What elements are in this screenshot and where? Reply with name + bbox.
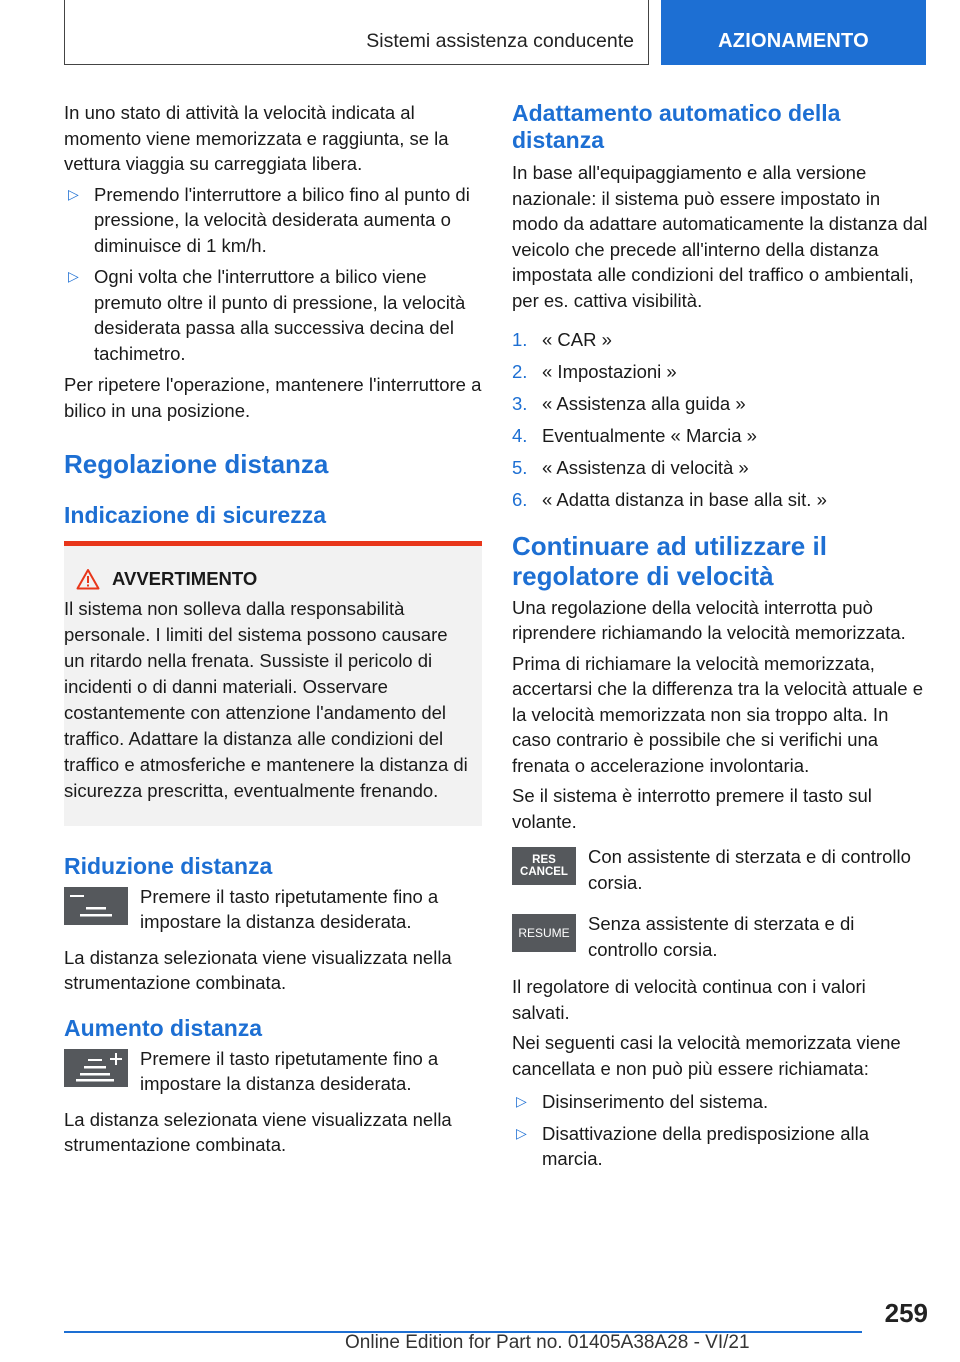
page-header (64, 0, 926, 65)
bullet-text: Disattivazione della predisposizione alla marcia. (542, 1122, 870, 1169)
warning-triangle-icon (74, 568, 102, 590)
heading-indicazione-sicurezza: Indicazione di sicurezza (64, 502, 327, 528)
repeat-paragraph: Per ripetere l'operazione, mantenere l'interruttore a bilico in una posizione. (64, 374, 482, 421)
continuare-paragraph-2: Prima di richiamare la velocità memorizzata, accertarsi che la differenza tra la velocità attuale e la velocità memorizzata non sia troppo alta. In caso contrario è possibile che si verifichi una frenata o accelerazione involontaria. (512, 652, 923, 776)
bullet-item (512, 1089, 928, 1115)
header-section-title: Sistemi assistenza conducente (366, 30, 634, 52)
intro-paragraph: In uno stato di attività la velocità indicata al momento viene memorizzata e raggiunta, se la vettura viaggia su carreggiata libera. (64, 102, 449, 174)
step-number: 5. (512, 457, 528, 478)
header-chapter-title: AZIONAMENTO (718, 30, 869, 52)
step-text: « CAR » (542, 329, 612, 350)
left-column (64, 100, 482, 1163)
resume-row (512, 911, 928, 962)
heading-riduzione-distanza: Riduzione distanza (64, 852, 273, 879)
warning-box (64, 541, 482, 826)
step-text: « Assistenza alla guida » (542, 393, 746, 414)
adattamento-paragraph: In base all'equipaggiamento e alla versione nazionale: il sistema può essere impostato in modo da adattare automaticamente la distanza dal veicolo che precede all'interno della distanza impostata alle condizioni del traffico o ambientali, per es. cattiva visibilità. (512, 162, 928, 311)
footer-edition: Online Edition for Part no. 01405A38A28 - VI/21 (345, 1332, 750, 1353)
step-item (512, 327, 928, 353)
triangle-bullet-icon: ▷ (68, 185, 79, 202)
step-item (512, 455, 928, 481)
riduzione-row (64, 884, 482, 935)
riduzione-text: Premere il tasto ripetutamente fino a impostare la distanza desiderata. (140, 885, 439, 932)
step-item (512, 487, 928, 513)
bullet-item (64, 182, 482, 259)
res-cancel-label: RES CANCEL (520, 854, 568, 878)
right-column (512, 100, 928, 1178)
aumento-text: Premere il tasto ripetutamente fino a impostare la distanza desiderata. (140, 1047, 439, 1094)
warning-title-row (64, 566, 472, 592)
steps-list (512, 327, 928, 513)
resume-button-icon (512, 914, 576, 952)
step-item (512, 359, 928, 385)
aumento-row (64, 1046, 482, 1097)
continuare-paragraph-1: Una regolazione della velocità interrotta può riprendere richiamando la velocità memorizzata. (512, 596, 906, 643)
warning-title: AVVERTIMENTO (112, 568, 258, 589)
step-number: 3. (512, 393, 528, 414)
distance-increase-button-icon (64, 1049, 128, 1087)
warning-body: Il sistema non solleva dalla responsabilità personale. I limiti del sistema possono causare un ritardo nella frenata. Sussiste il pericolo di incidenti o di danni materiali. Osservare costantemente con attenzione l'andamento del traffico. Adattare la distanza alle condizioni del traffico e atmosferiche e mantenere la distanza di sicurezza prescritta, eventualmente frenando. (64, 597, 468, 801)
riduzione-note: La distanza selezionata viene visualizzata nella strumentazione combinata. (64, 946, 452, 993)
page-number: 259 (884, 1298, 928, 1328)
step-number: 1. (512, 329, 528, 350)
resume-text: Senza assistente di sterzata e di controllo corsia. (588, 913, 855, 960)
step-number: 2. (512, 361, 528, 382)
continuare-paragraph-5: Nei seguenti casi la velocità memorizzata viene cancellata e non può più essere richiamata: (512, 1032, 901, 1079)
bullet-item (64, 264, 482, 366)
header-section-box (64, 0, 649, 65)
continuare-paragraph-3: Se il sistema è interrotto premere il tasto sul volante. (512, 785, 872, 832)
heading-adattamento-automatico: Adattamento automatico della distanza (512, 100, 841, 153)
header-chapter-tab (661, 0, 926, 65)
res-cancel-button-icon (512, 847, 576, 885)
step-item (512, 423, 928, 449)
step-number: 4. (512, 425, 528, 446)
heading-continuare: Continuare ad utilizzare il regolatore di velocità (512, 530, 827, 591)
bullet-text: Premendo l'interruttore a bilico fino al punto di pressione, la velocità desiderata aumenta o diminuisce di 1 km/h. (94, 183, 470, 256)
continuare-paragraph-4: Il regolatore di velocità continua con i valori salvati. (512, 976, 866, 1023)
bullet-text: Disinserimento del sistema. (542, 1091, 769, 1112)
step-text: « Assistenza di velocità » (542, 457, 749, 478)
step-text: Eventualmente « Marcia » (542, 425, 757, 446)
distance-decrease-button-icon (64, 887, 128, 925)
step-text: « Impostazioni » (542, 361, 677, 382)
aumento-note: La distanza selezionata viene visualizzata nella strumentazione combinata. (64, 1108, 452, 1155)
triangle-bullet-icon: ▷ (516, 1124, 527, 1141)
bullet-text: Ogni volta che l'interruttore a bilico viene premuto oltre il punto di pressione, la velocità desiderata passa alla successiva decina del tachimetro. (94, 266, 466, 364)
bullet-item (512, 1121, 928, 1172)
heading-regolazione-distanza: Regolazione distanza (64, 449, 329, 479)
resume-label: RESUME (518, 926, 570, 940)
triangle-bullet-icon: ▷ (516, 1093, 527, 1109)
res-cancel-row (512, 844, 928, 895)
step-item (512, 391, 928, 417)
res-cancel-text: Con assistente di sterzata e di controllo corsia. (588, 846, 911, 893)
triangle-bullet-icon: ▷ (68, 268, 79, 284)
step-text: « Adatta distanza in base alla sit. » (542, 489, 827, 510)
heading-aumento-distanza: Aumento distanza (64, 1014, 263, 1041)
step-number: 6. (512, 489, 528, 510)
